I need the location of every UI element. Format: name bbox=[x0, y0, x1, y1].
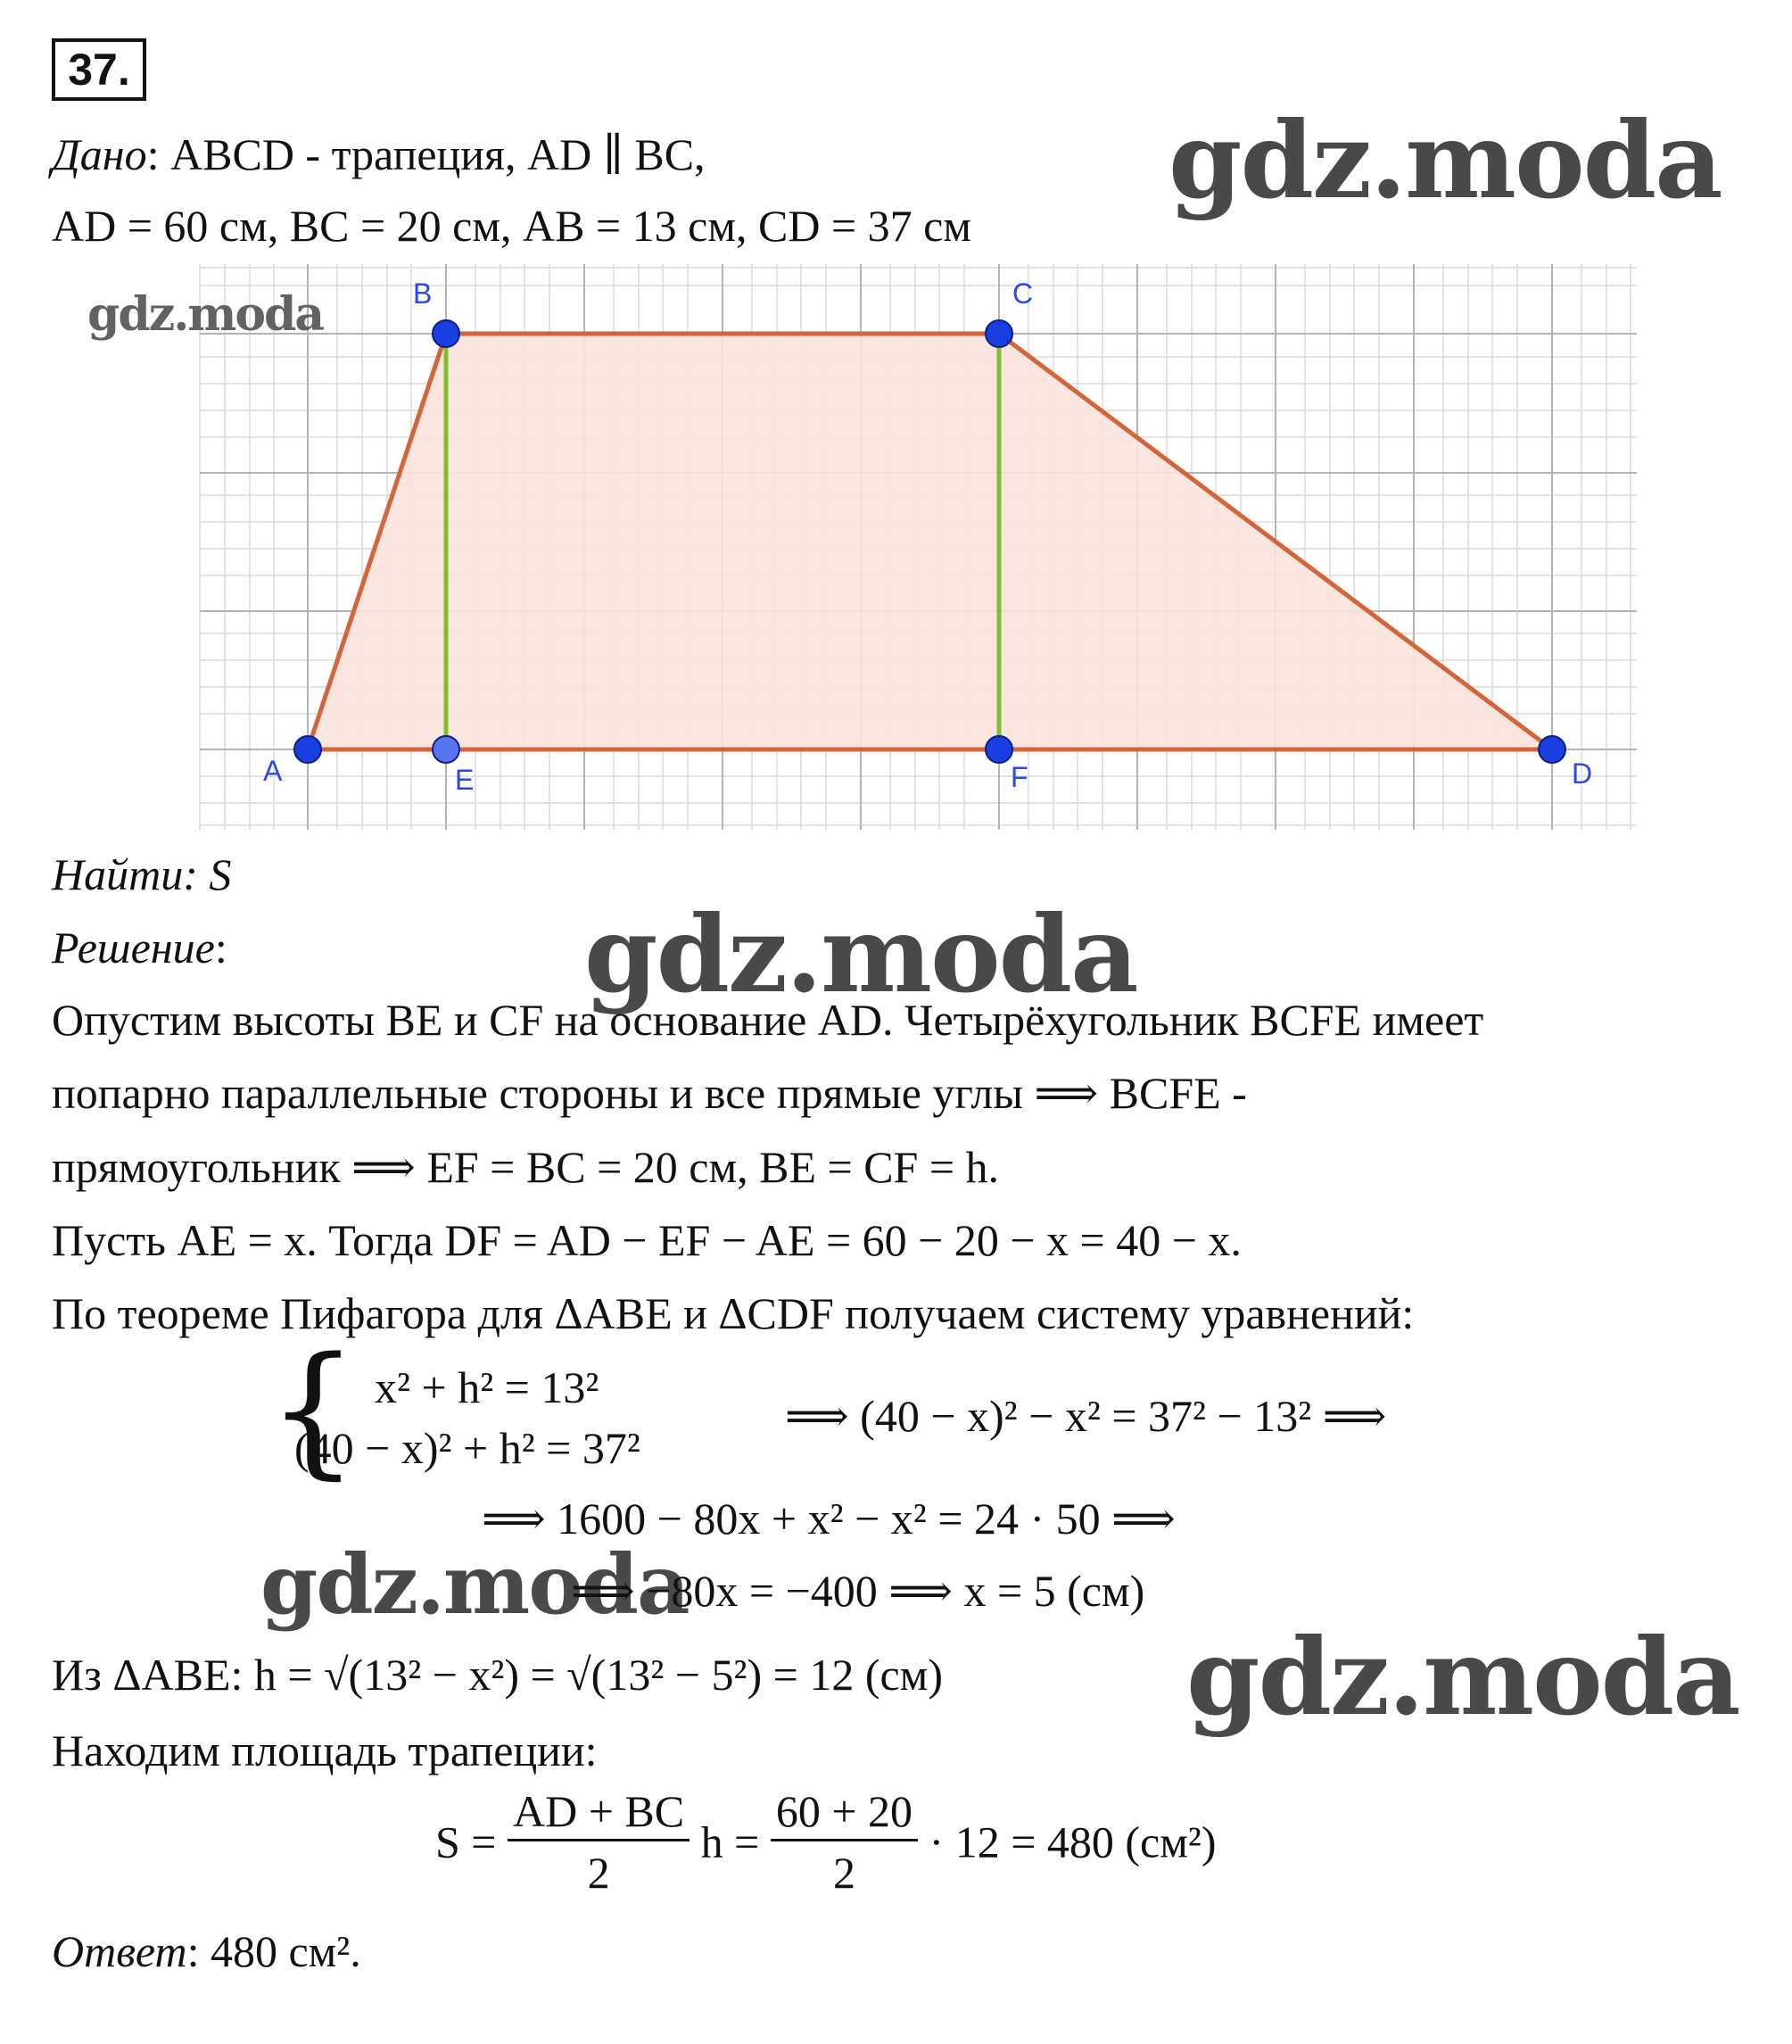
area-intro: Находим площадь трапеции: bbox=[52, 1725, 598, 1775]
watermark-lower-right: gdz.moda bbox=[1186, 1615, 1739, 1739]
watermark-middle: gdz.moda bbox=[584, 892, 1137, 1016]
label-A: A bbox=[263, 755, 283, 787]
area-rhs: · 12 = 480 (см²) bbox=[929, 1816, 1217, 1867]
area-lhs: S = bbox=[435, 1816, 497, 1867]
given-text-1: : ABCD - трапеция, AD ∥ BC, bbox=[146, 129, 706, 179]
label-B: B bbox=[413, 277, 433, 310]
solution-line-3: прямоугольник ⟹ EF = BC = 20 см, BE = CF = h. bbox=[52, 1142, 1000, 1192]
solution-line-2: попарно параллельные стороны и все прямые углы ⟹ BCFE - bbox=[52, 1068, 1247, 1118]
given-line-2: AD = 60 см, BC = 20 см, AB = 13 см, CD = 37 см bbox=[52, 201, 971, 251]
solution-line-5: По теореме Пифагора для ΔABE и ΔCDF получаем систему уравнений: bbox=[52, 1288, 1415, 1338]
area-h-mid: h = bbox=[700, 1816, 760, 1867]
find-value: : S bbox=[183, 849, 232, 899]
system-eq-2: (40 − x)² + h² = 37² bbox=[294, 1423, 640, 1473]
solution-label: Решение bbox=[52, 923, 215, 972]
given-label: Дано bbox=[52, 129, 147, 179]
h-line: Из ΔABE: h = √(13² − x²) = √(13² − 5²) = 12 (см) bbox=[52, 1650, 943, 1700]
fraction-2-denominator: 2 bbox=[832, 1848, 855, 1898]
watermark-diagram: gdz.moda bbox=[87, 287, 324, 342]
watermark-lower-left: gdz.moda bbox=[260, 1536, 689, 1633]
label-E: E bbox=[455, 764, 475, 796]
fraction-1-numerator: AD + BC bbox=[508, 1789, 690, 1841]
system-result: ⟹ (40 − x)² − x² = 37² − 13² ⟹ bbox=[785, 1391, 1387, 1441]
fraction-1 bbox=[508, 1786, 690, 1898]
find-label: Найти bbox=[52, 849, 184, 899]
fraction-2-numerator: 60 + 20 bbox=[771, 1789, 918, 1841]
watermark-top-right: gdz.moda bbox=[1169, 98, 1722, 222]
system-brace: { bbox=[268, 1326, 359, 1493]
answer-value: : 480 см². bbox=[186, 1926, 361, 1976]
solution-heading bbox=[52, 925, 227, 970]
label-F: F bbox=[1011, 761, 1028, 793]
area-formula bbox=[435, 1786, 1217, 1898]
label-C: C bbox=[1012, 277, 1034, 310]
answer-label: Ответ bbox=[52, 1926, 187, 1976]
problem-number: 37. bbox=[52, 38, 146, 101]
solution-colon: : bbox=[214, 923, 227, 972]
answer-line bbox=[52, 1926, 361, 1976]
step-2: ⟹ −80x = −400 ⟹ x = 5 (см) bbox=[571, 1566, 1145, 1616]
label-D: D bbox=[1572, 757, 1593, 790]
solution-line-1: Опустим высоты BE и CF на основание AD. Четырёхугольник BCFE имеет bbox=[52, 995, 1484, 1045]
system-eq-1: x² + h² = 13² bbox=[375, 1362, 599, 1412]
fraction-2 bbox=[771, 1786, 918, 1898]
fraction-1-denominator: 2 bbox=[587, 1848, 610, 1898]
solution-line-4: Пусть AE = x. Тогда DF = AD − EF − AE = 60 − 20 − x = 40 − x. bbox=[52, 1215, 1242, 1265]
trapezoid-fill bbox=[308, 334, 1552, 749]
given-line-1 bbox=[52, 129, 706, 179]
find-line bbox=[52, 849, 232, 899]
step-1: ⟹ 1600 − 80x + x² − x² = 24 · 50 ⟹ bbox=[482, 1494, 1176, 1543]
